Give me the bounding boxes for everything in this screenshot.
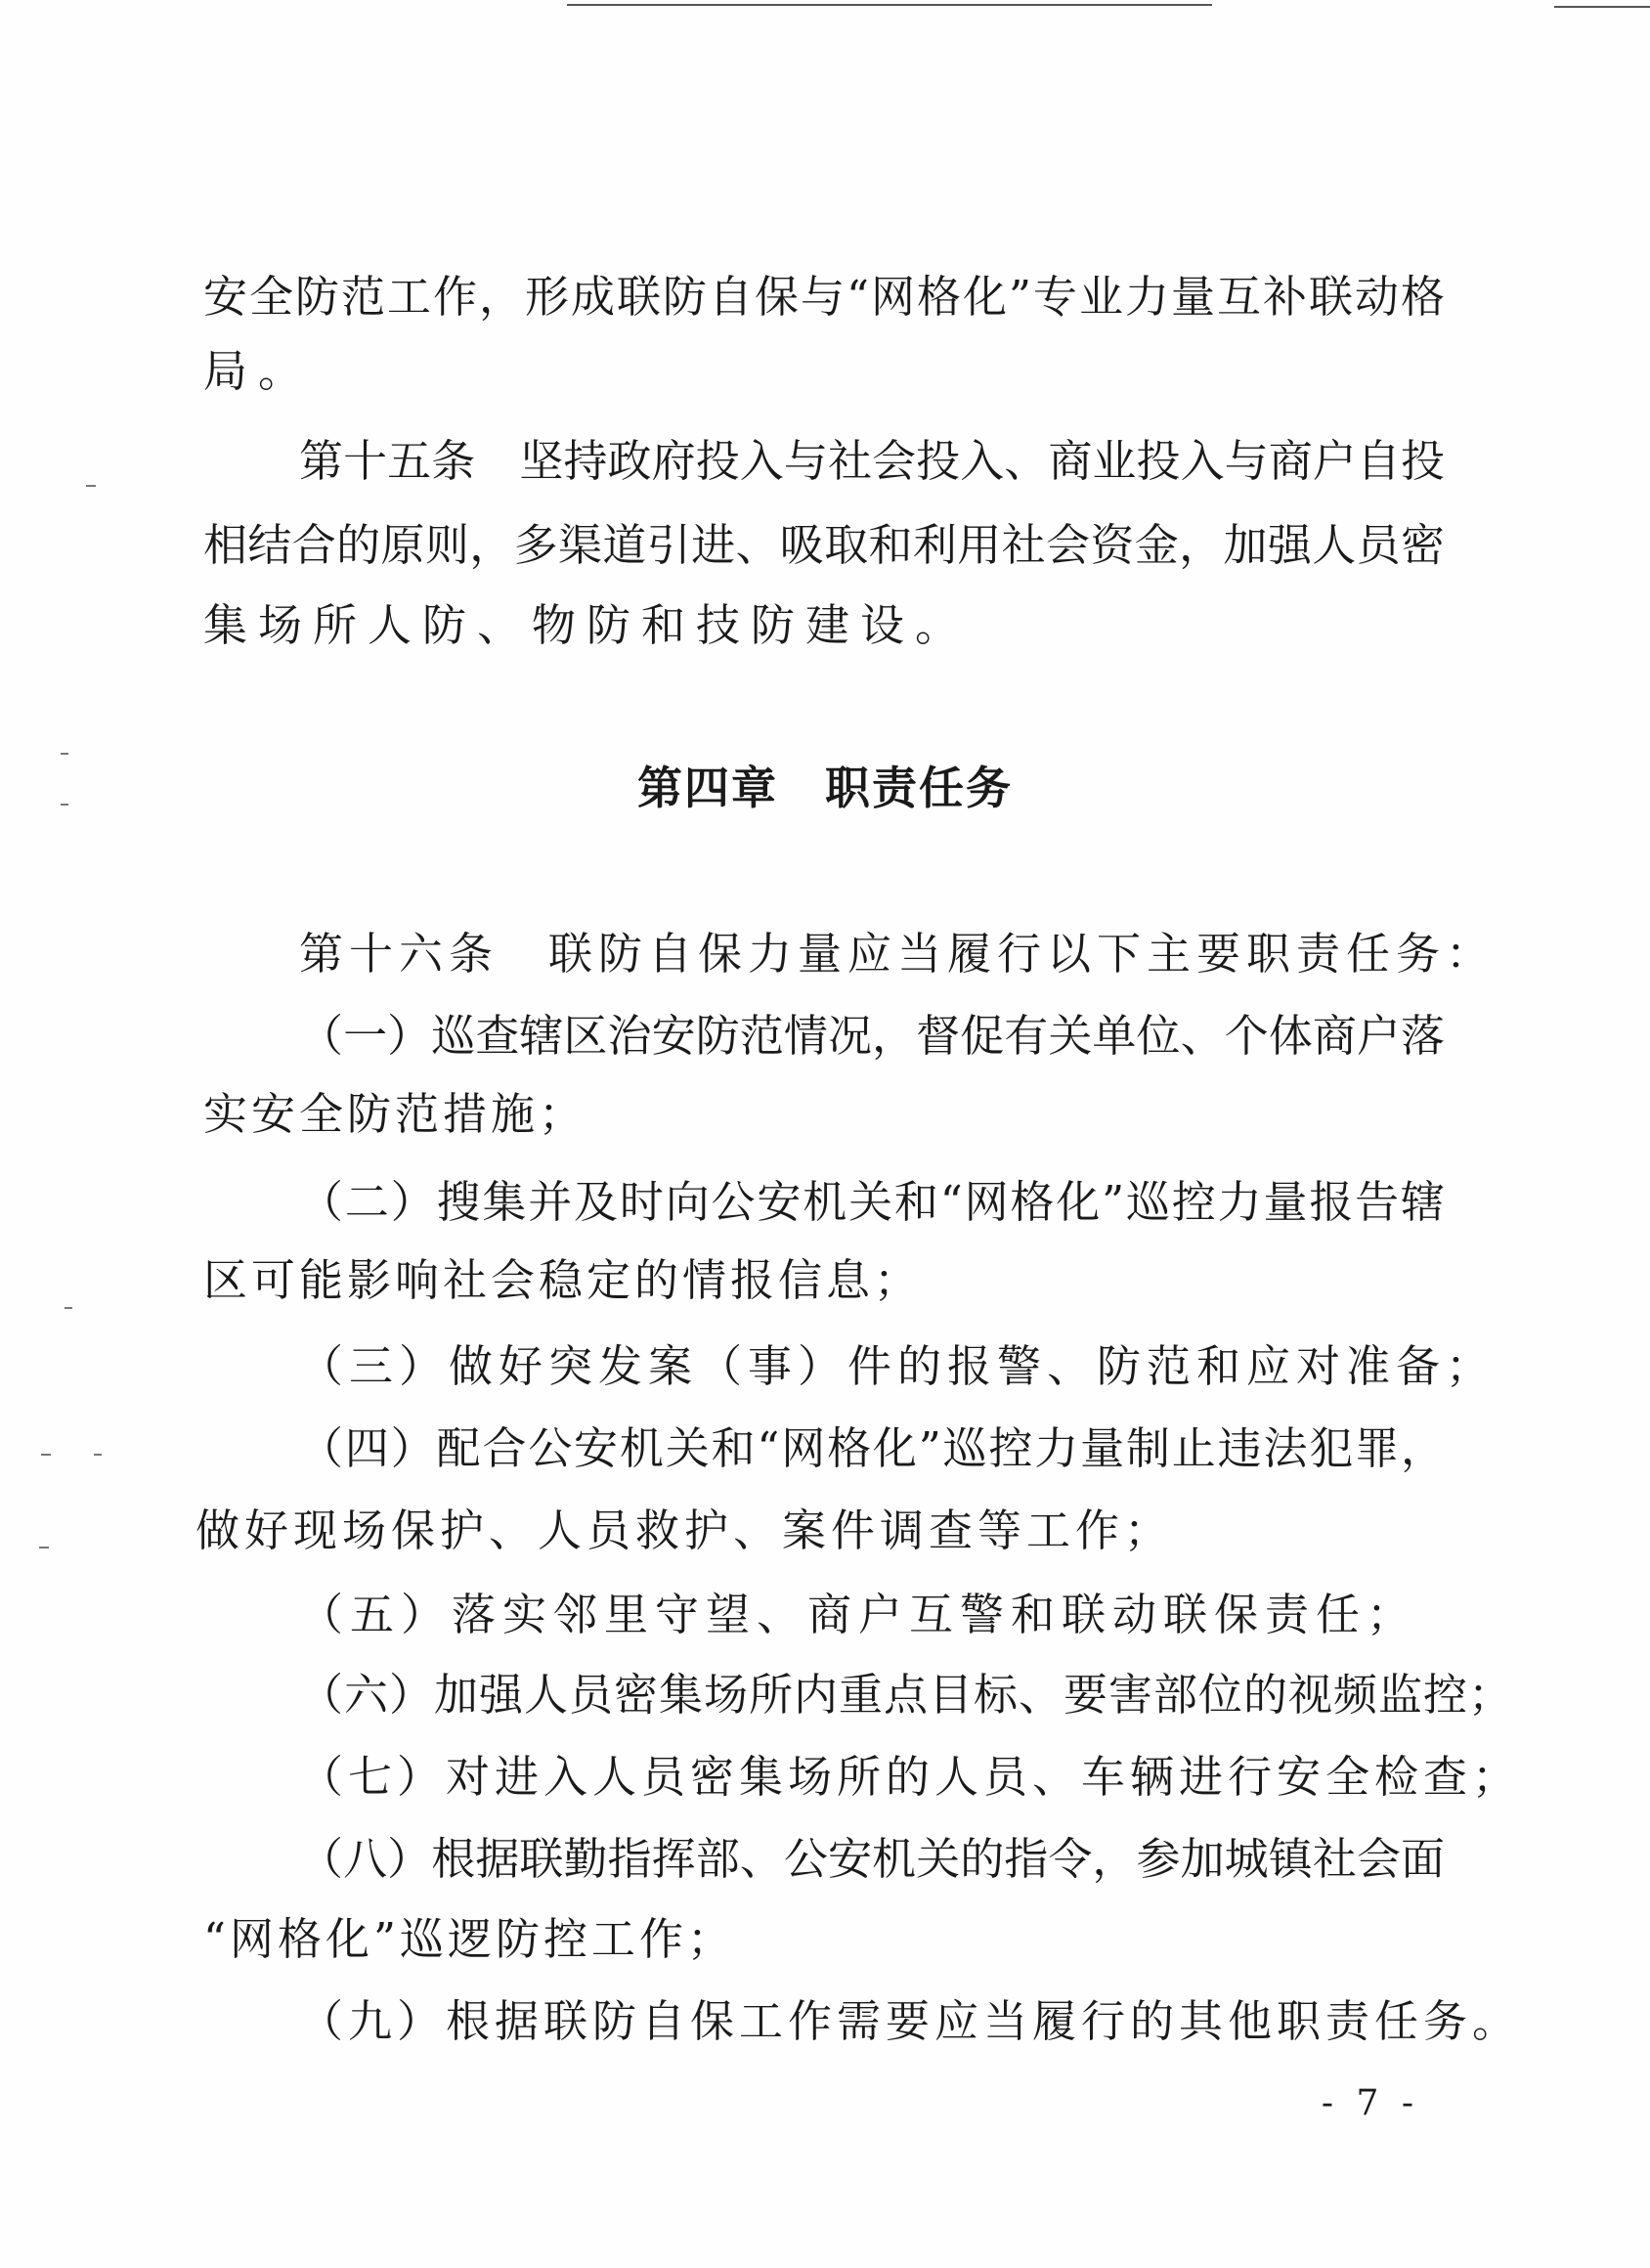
scan-artifact-top: [567, 4, 1212, 6]
list-item-line: （二）搜集并及时向公安机关和“网格化”巡控力量报告辖: [299, 1176, 1445, 1228]
list-item-line: （一）巡查辖区治安防范情况，督促有关单位、个体商户落: [299, 1010, 1445, 1062]
list-item-line: 实安全防范措施；: [203, 1088, 587, 1140]
article-15-line: 相结合的原则，多渠道引进、吸取和利用社会资金，加强人员密: [203, 519, 1445, 571]
article-15-line: 第十五条 坚持政府投入与社会投入、商业投入与商户自投: [299, 435, 1445, 487]
page-number: - 7 -: [1321, 2083, 1419, 2123]
margin-mark: [65, 1307, 72, 1309]
margin-mark: [86, 485, 96, 487]
list-item-line: 区可能影响社会稳定的情报信息；: [203, 1254, 923, 1306]
margin-mark: [61, 753, 68, 755]
paragraph-line: 安全防范工作，形成联防自保与“网格化”专业力量互补联动格: [203, 271, 1445, 323]
list-item-line: 做好现场保护、人员救护、案件调查等工作；: [195, 1505, 1174, 1556]
list-item-line: （八）根据联勤指挥部、公安机关的指令，参加城镇社会面: [299, 1833, 1445, 1885]
list-item-line: （六）加强人员密集场所内重点目标、要害部位的视频监控；: [299, 1669, 1514, 1721]
margin-mark: [94, 1454, 102, 1456]
list-item-line: （九）根据联防自保工作需要应当履行的其他职责任务。: [299, 1995, 1522, 2047]
margin-mark: [41, 1454, 51, 1456]
list-item-line: （五）落实邻里守望、商户互警和联动联保责任；: [299, 1589, 1418, 1640]
chapter-heading: 第四章 职责任务: [637, 762, 1013, 814]
margin-mark: [39, 1547, 49, 1548]
list-item-line: （七）对进入人员密集场所的人员、车辆进行安全检查；: [299, 1751, 1522, 1803]
list-item-line: “网格化”巡逻防控工作；: [203, 1913, 736, 1965]
article-16-intro: 第十六条 联防自保力量应当履行以下主要职责任务：: [299, 928, 1497, 980]
list-item-line: （三）做好突发案（事）件的报警、防范和应对准备；: [299, 1340, 1497, 1392]
paragraph-line: 局。: [203, 345, 314, 397]
scan-artifact-top-right: [1554, 6, 1650, 8]
list-item-line: （四）配合公安机关和“网格化”巡控力量制止违法犯罪，: [299, 1422, 1445, 1474]
article-15-line: 集场所人防、物防和技防建设。: [203, 599, 971, 651]
